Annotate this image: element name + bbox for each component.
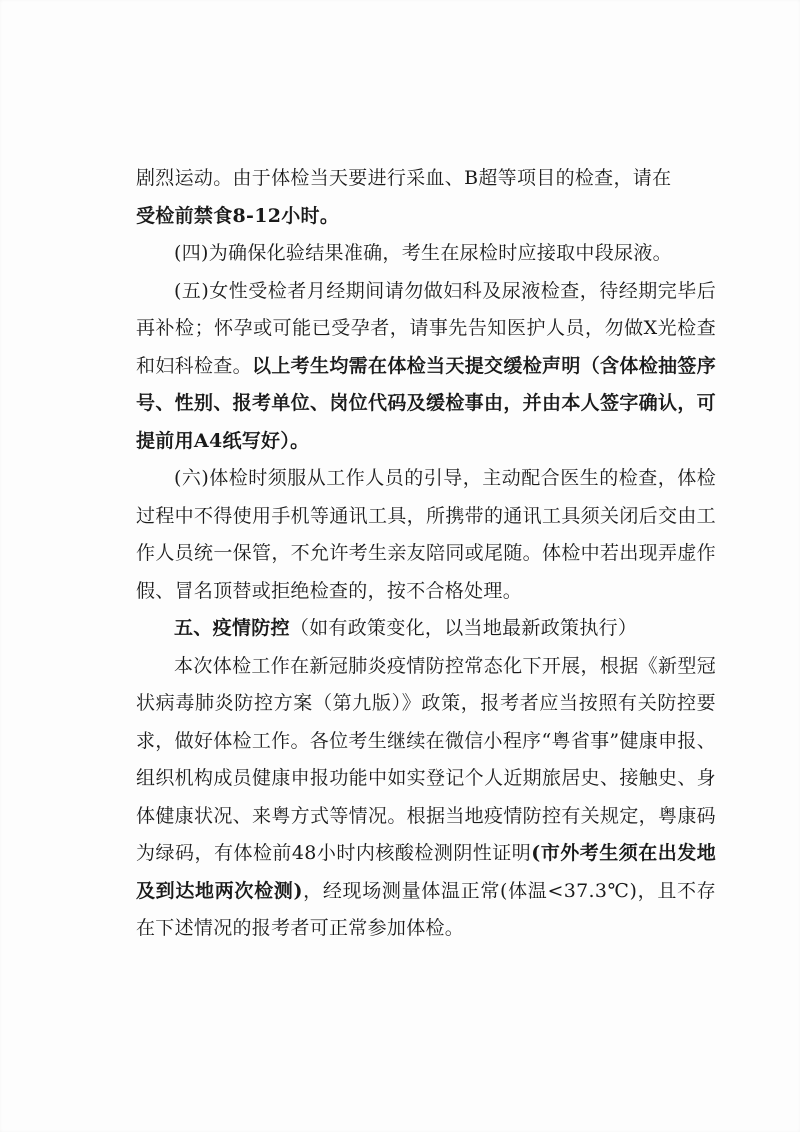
deferral-statement-bold-text: 以上考生均需在体检当天提交缓检声明（含体检抽签序号、性别、报考单位、岗位代码及缓检事由，并由本人签字确认，可提前用A4纸写好）。 xyxy=(136,354,716,452)
epidemic-control-text-end: ，经现场测量体温正常(体温<37.3℃)，且不存在下述情况的报考者可正常参加体检。 xyxy=(136,879,716,939)
paragraph-urine-test xyxy=(136,235,716,273)
urine-test-text: (四)为确保化验结果准确，考生在尿检时应接取中段尿液。 xyxy=(174,242,672,264)
paragraph-female-examinees xyxy=(136,273,716,461)
paragraph-fasting xyxy=(136,160,716,235)
epidemic-control-text: 本次体检工作在新冠肺炎疫情防控常态化下开展，根据《新型冠状病毒肺炎防控方案（第九版）》政策，报考者应当按照有关防控要求，做好体检工作。各位考生继续在微信小程序“粤省事”健康申报、组织机构成员健康申报功能中如实登记个人近期旅居史、接触史、身体健康状况、来粤方式等情况。根据当地疫情防控有关规定，粤康码为绿码，有体检前48小时内核酸检测阴性证明 xyxy=(136,654,716,864)
fasting-bold-text: 受检前禁食8-12小时。 xyxy=(136,204,340,227)
female-examinees-text: (五)女性受检者月经期间请勿做妇科及尿液检查，待经期完毕后再补检；怀孕或可能已受孕者，请事先告知医护人员，勿做X光检查和妇科检查。 xyxy=(136,279,716,377)
paragraph-epidemic-control xyxy=(136,648,716,948)
section-five-title: 五、疫情防控 xyxy=(174,617,290,639)
section-five-heading xyxy=(136,610,716,648)
paragraph-conduct-rules xyxy=(136,460,716,610)
double-test-bold-text: (市外考生须在出发地及到达地两次检测) xyxy=(136,842,716,902)
conduct-rules-text: (六)体检时须服从工作人员的引导，主动配合医生的检查，体检过程中不得使用手机等通讯工具，所携带的通讯工具须关闭后交由工作人员统一保管，不允许考生亲友陪同或尾随。体检中若出现弄虚作假、冒名顶替或拒绝检查的，按不合格处理。 xyxy=(136,467,716,602)
section-five-note: （如有政策变化，以当地最新政策执行） xyxy=(289,617,638,639)
fasting-text: 剧烈运动。由于体检当天要进行采血、B超等项目的检查，请在 xyxy=(136,167,672,189)
document-body xyxy=(136,160,716,948)
